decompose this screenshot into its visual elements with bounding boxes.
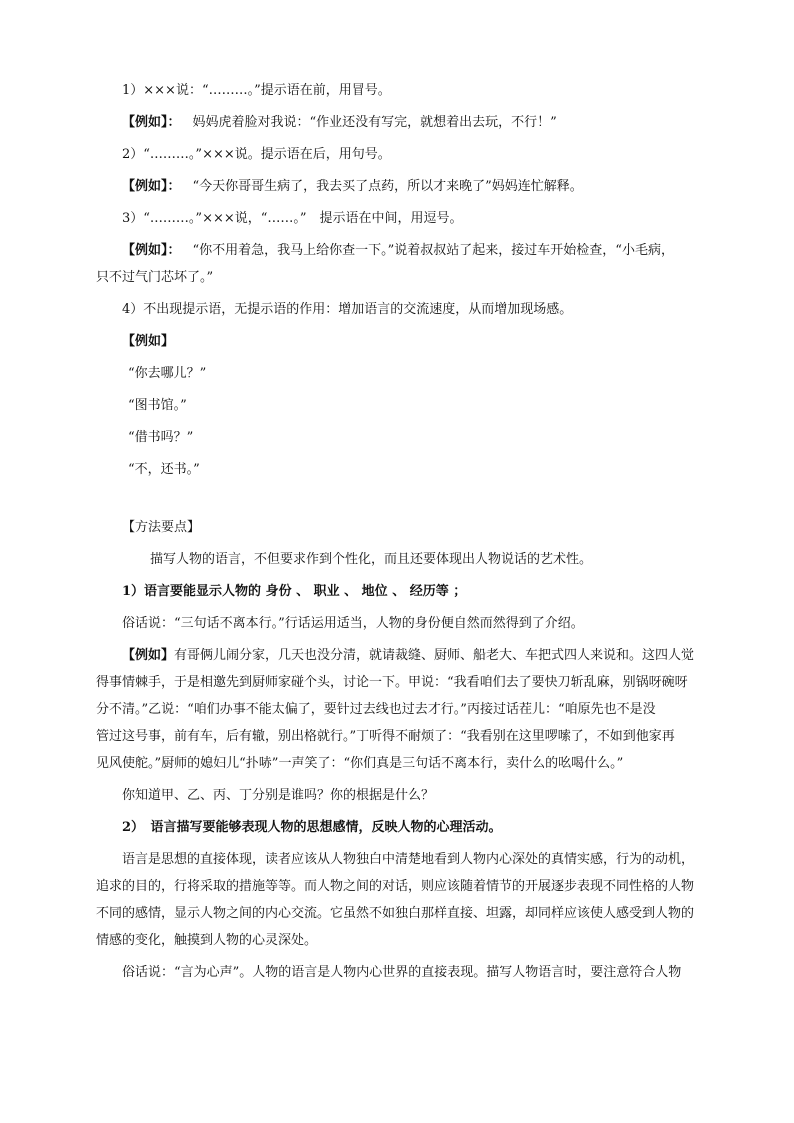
example-4-label: 【例如】 <box>122 334 175 349</box>
point-2-paragraph-line: 语言是思想的直接体现，读者应该从人物独白中清楚地看到人物内心深处的真情实感，行为的动机， <box>122 852 695 867</box>
point-1-saying: 俗话说：“三句话不离本行。”行话运用适当，人物的身份便自然而然得到了介绍。 <box>122 616 584 631</box>
dialogue-line: “借书吗？” <box>128 430 194 445</box>
example-label: 【例如】： <box>122 179 181 194</box>
rule-4: 4）不出现提示语，无提示语的作用：增加语言的交流速度，从而增加现场感。 <box>122 302 573 317</box>
section-title-method: 【方法要点】 <box>122 520 201 535</box>
point-1-example-line: 管过这号事，前有车，后有辙，别出格就行。”丁听得不耐烦了：“我看别在这里啰嗦了，不如到他家再 <box>96 729 675 744</box>
point-1-title: 1）语言要能显示人物的 身份 、 职业 、 地位 、 经历等 ； <box>122 584 467 599</box>
example-label: 【例如】： <box>122 243 181 258</box>
example-text: “今天你哥哥生病了，我去买了点药，所以才来晚了”妈妈连忙解释。 <box>192 179 583 194</box>
point-2-saying: 俗话说：“言为心声”。人物的语言是人物内心世界的直接表现。描写人物语言时，要注意符合人物 <box>122 965 682 980</box>
point-1-example-line: 分不清。”乙说：“咱们办事不能太偏了，要针过去线也过去才行。”丙接过话茬儿：“咱原先也不是没 <box>96 702 656 717</box>
point-2-title: 2） 语言描写要能够表现人物的思想感情，反映人物的心理活动。 <box>122 820 502 835</box>
point-1-example-line: 见风使舵。”厨师的媳妇儿“扑哧”一声笑了：“你们真是三句话不离本行，卖什么的吆喝什么。” <box>96 756 624 771</box>
rule-1: 1）×××说：“………。”提示语在前，用冒号。 <box>122 83 391 98</box>
example-label: 【例如】： <box>122 115 181 130</box>
example-3 <box>122 241 674 261</box>
example-text: “你不用着急，我马上给你查一下。”说着叔叔站了起来，接过车开始检查，“小毛病， <box>192 243 674 258</box>
point-1-question: 你知道甲、乙、丙、丁分别是谁吗？你的根据是什么？ <box>122 788 435 803</box>
example-label: 【例如】 <box>122 648 175 663</box>
dialogue-line: “你去哪儿？” <box>128 366 207 381</box>
example-1 <box>122 113 557 133</box>
example-3-continued: 只不过气门芯坏了。” <box>96 270 214 285</box>
example-text: 妈妈虎着脸对我说：“作业还没有写完，就想着出去玩，不行！” <box>192 115 557 130</box>
point-2-paragraph-line: 情感的变化，触摸到人物的心灵深处。 <box>96 933 318 948</box>
point-1-example-line: 得事情棘手，于是相邀先到厨师家碰个头，讨论一下。甲说：“我看咱们去了要快刀斩乱麻，别锅呀碗呀 <box>96 675 688 690</box>
method-intro: 描写人物的语言，不但要求作到个性化，而且还要体现出人物说话的艺术性。 <box>150 552 593 567</box>
example-2 <box>122 177 583 197</box>
dialogue-line: “图书馆。” <box>128 398 187 413</box>
point-2-paragraph-line: 不同的感情，显示人物之间的内心交流。它虽然不如独白那样直接、坦露，却同样应该使人感受到人物的 <box>96 906 695 921</box>
point-2-paragraph-line: 追求的目的，行将采取的措施等等。而人物之间的对话，则应该随着情节的开展逐步表现不同性格的人物 <box>96 879 695 894</box>
dialogue-line: “不，还书。” <box>128 462 200 477</box>
rule-3: 3）“………。”×××说，“……。” 提示语在中间，用逗号。 <box>122 211 463 226</box>
rule-2: 2）“………。”×××说。提示语在后，用句号。 <box>122 147 391 162</box>
point-1-example-line <box>122 646 694 666</box>
example-text: 有哥俩儿闹分家，几天也没分清，就请裁缝、厨师、船老大、车把式四人来说和。这四人觉 <box>174 648 695 663</box>
